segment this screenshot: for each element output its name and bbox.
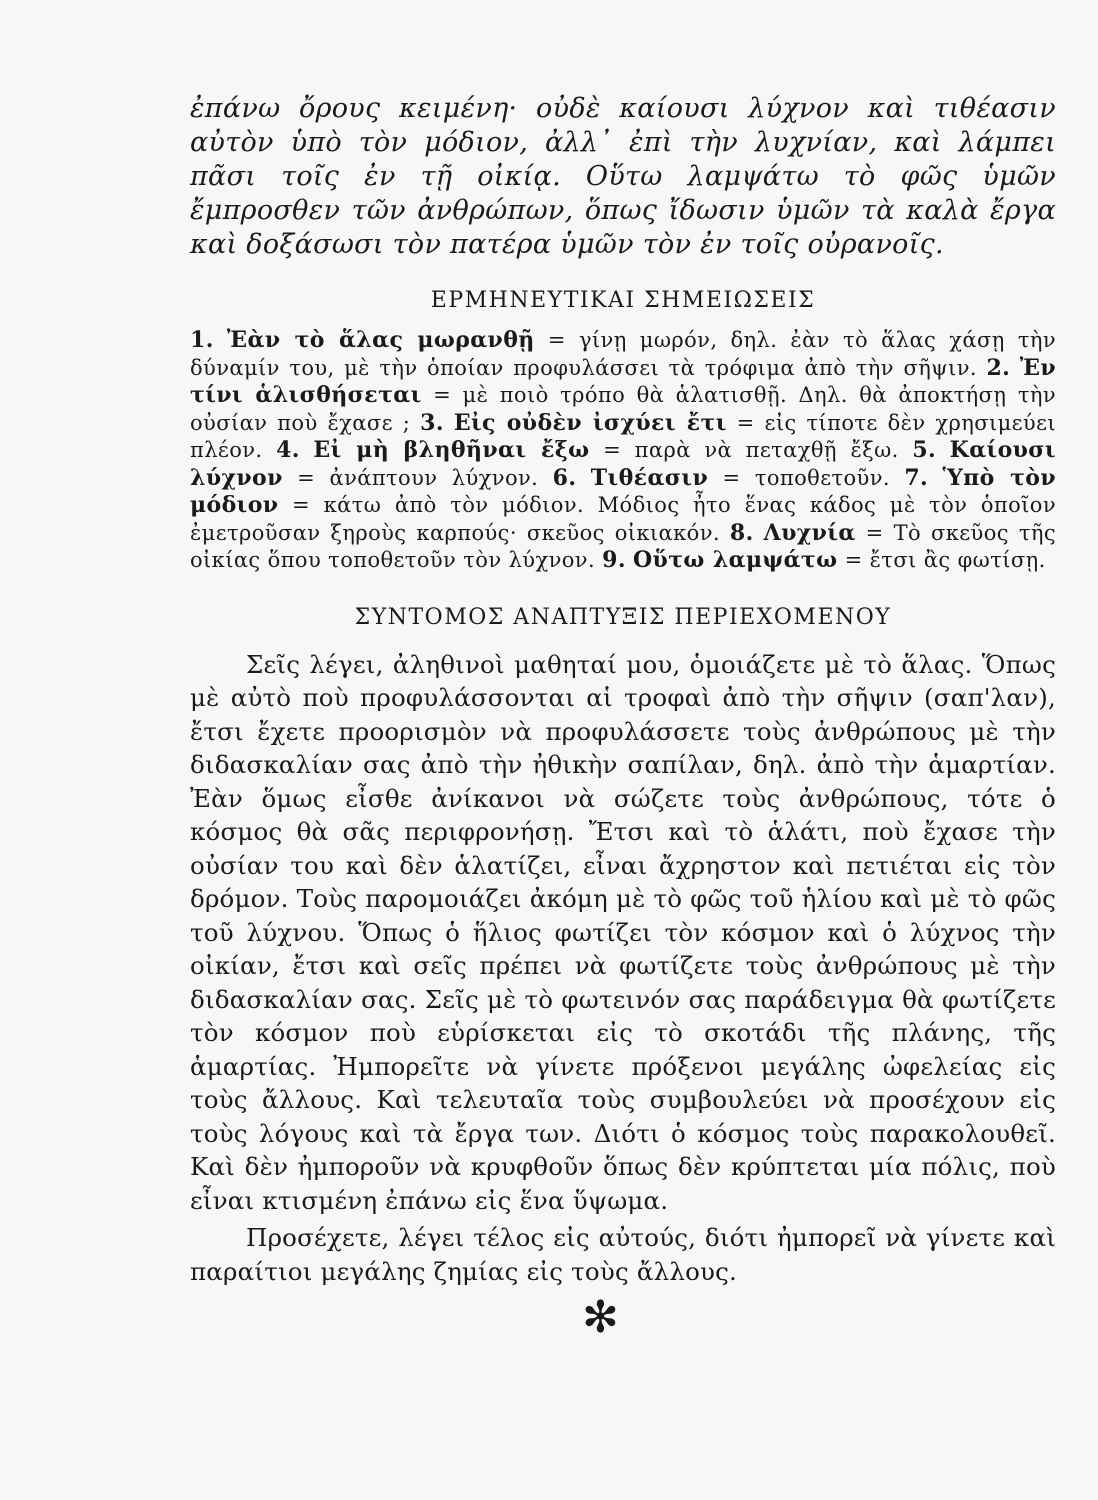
scripture-passage: ἐπάνω ὄρους κειμένη· οὐδὲ καίουσι λύχνον καὶ τιθέασιν αὐτὸν ὑπὸ τὸν μόδιον, ἀλλ᾽ ἐπὶ τὴν λυχνίαν, καὶ λάμπει πᾶσι τοῖς ἐν τῇ οἰκίᾳ. Οὕτω λαμψάτω τὸ φῶς ὑμῶν ἔμπροσθεν τῶν ἀνθρώπων, ὅπως ἴδωσιν ὑμῶν τὰ καλὰ ἔργα καὶ δοξάσωσι τὸν πατέρα ὑμῶν τὸν ἐν τοῖς οὐρανοῖς. — [190, 93, 1056, 260]
notes-paragraph — [190, 327, 1056, 575]
note-item: 7. Ὑπὸ τὸν μόδιον = κάτω ἀπὸ τὸν μόδιον. Μόδιος ἦτο ἕνας κάδος μὲ τὸν ὁποῖον ἐμετροῦσαν ξηροὺς καρπούς· σκεῦος οἰκιακόν. — [190, 464, 1057, 545]
note-item: 5. Καίουσι λύχνον = ἀνάπτουν λύχνον. — [190, 437, 1056, 491]
note-item: 9. Οὕτω λαμψάτω = ἔτσι ἂς φωτίσῃ. — [602, 547, 1046, 573]
note-item: 1. Ἐὰν τὸ ἅλας μωρανθῇ = γίνῃ μωρόν, δηλ. ἐὰν τὸ ἅλας χάσῃ τὴν δύναμίν του, μὲ τὴν ὁποίαν προφυλάσσει τὰ τρόφιμα ἀπὸ τὴν σῆψιν. — [190, 327, 1057, 380]
note-item: 2. Ἐν τίνι ἁλισθήσεται = μὲ ποιὸ τρόπο θὰ ἁλατισθῇ. Δηλ. θὰ ἀποκτήσῃ τὴν οὐσίαν ποὺ ἔχασε ; — [190, 354, 1056, 435]
notes-heading: ΕΡΜΗΝΕΥΤΙΚΑΙ ΣΗΜΕΙΩΣΕΙΣ — [430, 288, 816, 313]
summary-paragraph: Προσέχετε, λέγει τέλος εἰς αὐτούς, διότι ἠμπορεῖ νὰ γίνετε καὶ παραίτιοι μεγάλης ζημίας εἰς τοὺς ἄλλους. — [190, 1223, 1056, 1286]
note-item: 6. Τιθέασιν = τοποθετοῦν. — [552, 464, 890, 491]
note-item: 4. Εἰ μὴ βληθῆναι ἔξω = παρὰ νὰ πεταχθῇ ἔξω. — [276, 437, 899, 463]
summary-section — [190, 648, 1056, 1289]
document-page — [190, 92, 1056, 1288]
note-item: 3. Εἰς οὐδὲν ἰσχύει ἔτι = εἰς τίποτε δὲν χρησιμεύει πλέον. — [190, 409, 1057, 462]
summary-heading: ΣΥΝΤΟΜΟΣ ΑΝΑΠΤΥΞΙΣ ΠΕΡΙΕΧΟΜΕΝΟΥ — [354, 604, 892, 630]
ornament-asterisk: ✻ — [582, 1292, 619, 1343]
summary-paragraph: Σεῖς λέγει, ἀληθινοὶ μαθηταί μου, ὁμοιάζετε μὲ τὸ ἅλας. Ὅπως μὲ αὐτὸ ποὺ προφυλάσσονται αἱ τροφαὶ ἀπὸ τὴν σῆψιν (σαπ'λαν), ἔτσι ἔχετε προορισμὸν νὰ προφυλάσσετε τοὺς ἀνθρώπους μὲ τὴν διδασκαλίαν σας ἀπὸ τὴν ἠθικὴν σαπίλαν, δηλ. ἀπὸ τὴν ἁμαρτίαν. Ἐὰν ὅμως εἶσθε ἀνίκανοι νὰ σώζετε τοὺς ἀνθρώπους, τότε ὁ κόσμος θὰ σᾶς περιφρονήσῃ. Ἔτσι καὶ τὸ ἁλάτι, ποὺ ἔχασε τὴν οὐσίαν του καὶ δὲν ἁλατίζει, εἶναι ἄχρηστον καὶ πετιέται εἰς τὸν δρόμον. Τοὺς παρομοιάζει ἀκόμη μὲ τὸ φῶς τοῦ ἡλίου καὶ μὲ τὸ φῶς τοῦ λύχνου. Ὅπως ὁ ἥλιος φωτίζει τὸν κόσμον καὶ ὁ λύχνος τὴν οἰκίαν, ἔτσι καὶ σεῖς πρέπει νὰ φωτίζετε τοὺς ἀνθρώπους μὲ τὴν διδασκαλίαν σας. Σεῖς μὲ τὸ φωτεινόν σας παράδειγμα θὰ φωτίζετε τὸν κόσμον ποὺ εὑρίσκεται εἰς τὸ σκοτάδι τῆς πλάνης, τῆς ἁμαρτίας. Ἠμπορεῖτε νὰ γίνετε πρόξενοι μεγάλης ὠφελείας εἰς τοὺς ἄλλους. Καὶ τελευταῖα τοὺς συμβουλεύει νὰ προσέχουν εἰς τοὺς λόγους καὶ τὰ ἔργα των. Διότι ὁ κόσμος τοὺς παρακολουθεῖ. Καὶ δὲν ἠμποροῦν νὰ κρυφθοῦν ὅπως δὲν κρύπτεται μία πόλις, ποὺ εἶναι κτισμένη ἐπάνω εἰς ἕνα ὕψωμα. — [190, 649, 1056, 1215]
note-item: 8. Λυχνία = Τὸ σκεῦος τῆς οἰκίας ὅπου τοποθετοῦν τὸν λύχνον. — [190, 519, 1057, 572]
